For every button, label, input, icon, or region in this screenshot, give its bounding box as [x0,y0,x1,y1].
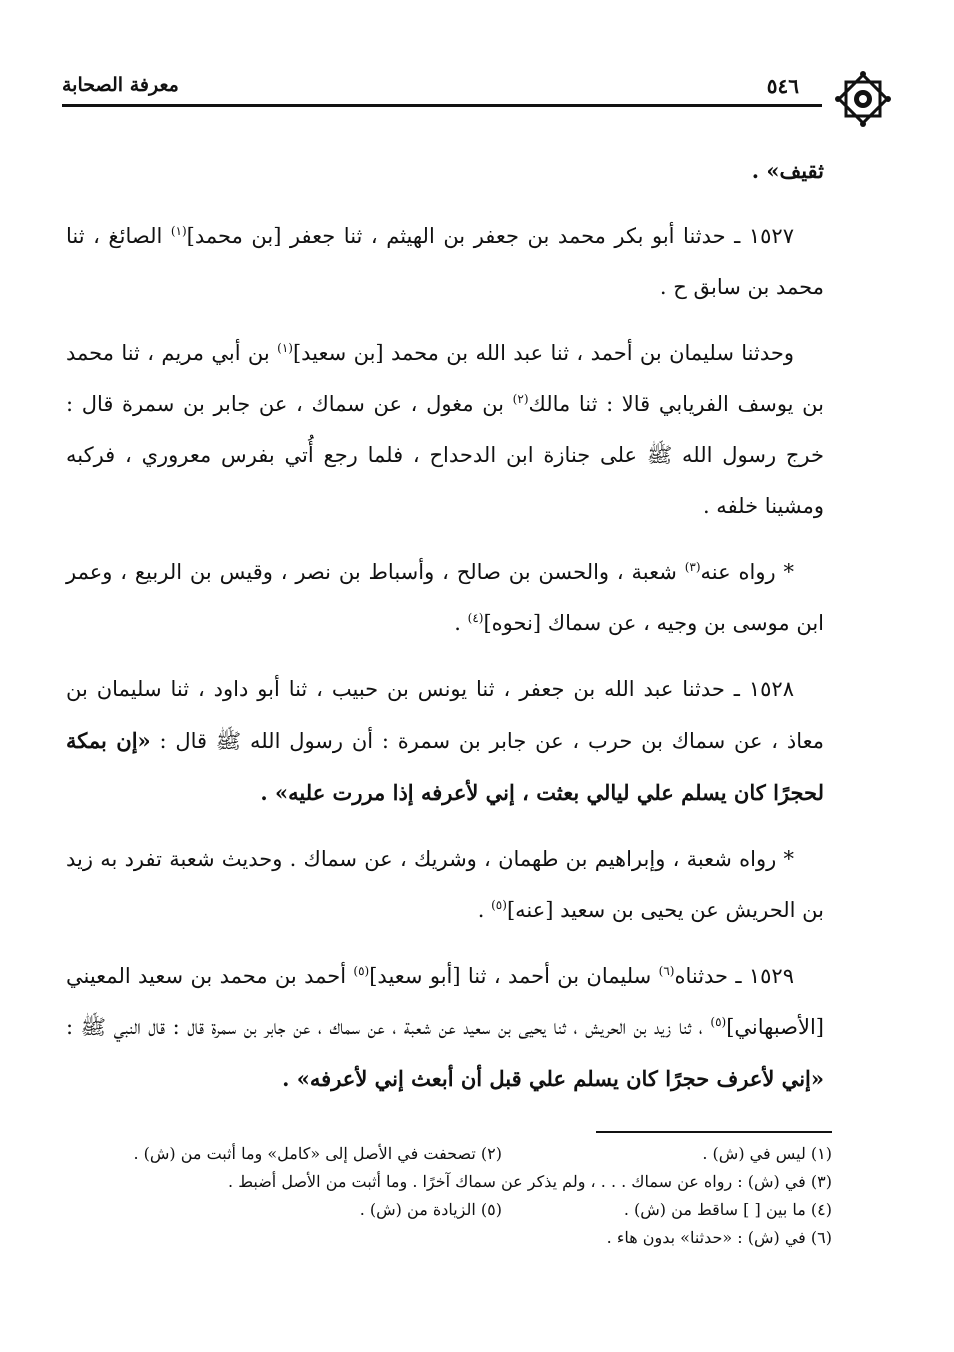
paragraph-0 [66,145,824,196]
page-header [62,68,894,118]
paragraph-narration-note-1 [66,547,824,649]
footnote-ref[interactable]: (١) [277,341,293,355]
para-text: أحمد بن محمد بن سعيد المعيني [الأصبهاني] [66,964,824,1039]
footnote-3: (٣) في (ش) : رواه عن سماك . . . ، ولم يذكر عن سماك آخرًا . وما أثبت من الأصل أضبط . [228,1172,832,1191]
footnote-6: (٦) في (ش) : «حدثنا» بدون هاء . [606,1228,832,1247]
page-number: ٥٤٦ [766,74,799,98]
footnote-ref[interactable]: (١) [170,224,187,238]
para-text: * رواه عنه [700,560,794,584]
para-text: سليمان بن أحمد ، ثنا [أبو سعيد] [369,964,659,988]
main-text [66,145,824,1120]
footnote-row [66,1196,832,1224]
footnote-ref[interactable]: (٢) [512,392,529,406]
para-text: ١٥٢٩ ـ حدثناه [674,964,794,988]
para-text: . [477,898,492,922]
hadith-quote: «إن بمكة لحجرًا كان يسلم علي ليالي بعثت ، إني لأعرفه إذا مررت عليه» . [66,728,824,805]
para-text: ، ثنا زيد بن الحريش ، ثنا يحيى بن سعيد عن شعبة ، عن سماك ، عن جابر بن سمرة قال : قال النبي ﷺ : [66,1015,711,1039]
paragraph-chain-2 [66,328,824,532]
footnotes [66,1140,832,1252]
para-text: الصائغ ، ثنا محمد بن سابق ح . [66,224,824,299]
paragraph-hadith-1528 [66,664,824,819]
para-text: وحدثنا سليمان بن أحمد ، ثنا عبد الله بن محمد [بن سعيد] [292,341,795,365]
footnote-ref[interactable]: (٥) [491,898,507,912]
para-text: ثقيف» . [751,158,824,183]
para-text: بن مغول ، عن سماك ، عن جابر بن سمرة قال : خرج رسول الله ﷺ على جنازة ابن الدحداح ، فلما رجع أُتي بفرس معروري ، فركبه ومشينا خلفه . [66,392,824,518]
running-title: معرفة الصحابة [62,74,179,96]
para-text: * رواه شعبة ، وإبراهيم بن طهمان ، وشريك ، عن سماك . وحديث شعبة تفرد به زيد بن الحريش عن يحيى بن سعيد [عنه] [66,847,824,922]
para-text: شعبة ، والحسن بن صالح ، وأسباط بن نصر ، وقيس بن الربيع ، وعمر ابن موسى بن وجيه ، عن سماك [نحوه] [66,560,824,635]
para-text: بن أبي مريم ، ثنا محمد بن يوسف الفريابي قالا : ثنا مالك [66,341,824,416]
footnote-ref[interactable]: (٤) [467,611,484,625]
octagram-ornament-icon [832,68,894,130]
footnote-ref[interactable]: (٥) [353,964,370,978]
header-rule [62,104,822,107]
footnote-4: (٤) ما بين [ ] ساقط من (ش) . [623,1200,832,1219]
para-text: . [454,611,468,635]
para-text: ١٥٢٨ ـ حدثنا عبد الله بن جعفر ، ثنا يونس بن حبيب ، ثنا أبو داود ، ثنا سليمان بن معاذ ، عن سماك بن حرب ، عن جابر بن سمرة : أن رسول الله ﷺ قال : [66,677,824,753]
footnote-row [66,1140,832,1168]
footnote-row [66,1224,832,1252]
para-text: ١٥٢٧ ـ حدثنا أبو بكر محمد بن جعفر بن الهيثم ، ثنا جعفر [بن محمد] [186,224,794,248]
footnote-2: (٢) تصحفت في الأصل إلى «كامل» وما أثبت من (ش) . [133,1144,502,1163]
footnote-5: (٥) الزيادة من (ش) . [359,1200,502,1219]
footnote-1: (١) ليس في (ش) . [702,1144,832,1163]
footnote-rule [596,1131,832,1133]
hadith-quote: «إني لأعرف حجرًا كان يسلم علي قبل أن أبعث إني لأعرفه» . [282,1066,824,1091]
footnote-row [66,1168,832,1196]
paragraph-hadith-1529 [66,951,824,1105]
paragraph-narration-note-2 [66,834,824,936]
footnote-ref[interactable]: (٥) [710,1015,727,1029]
footnote-ref[interactable]: (٦) [658,964,675,978]
footnote-ref[interactable]: (٣) [684,560,701,574]
paragraph-hadith-1527 [66,211,824,313]
